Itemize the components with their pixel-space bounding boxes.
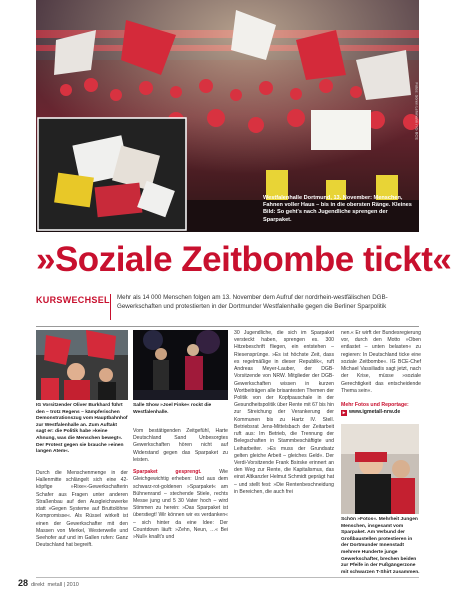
article-column-1 <box>36 470 128 549</box>
footer-issue: metall | 2010 <box>47 582 79 588</box>
more-info-url[interactable]: www.igmetall-nrw.de <box>349 409 401 416</box>
column-2-text: Wie Gleichgewichtig erheben: Und aus dem schwarz-rot-goldenen »Sparpaket« am Bühnenrand – stechende Stiele, rechts Messe jung und 5 30 Vater hoch – wird Stimmen zu herein: »Das Sparpaket ist überstiegt! Wir können wir es verdanken« – sich hinter da eine Idee: Der Countdown läuft: »Zehn, Neun, …« Bei »Null« knallt's und <box>133 469 228 541</box>
kicker-row <box>36 294 419 320</box>
headline: »Soziale Zeitbombe tickt« <box>36 240 451 279</box>
intro-text: Mehr als 14 000 Menschen folgen am 13. November dem Aufruf der nordrhein-westfälischen DGB-Gewerkschaften und protestierten in der Dortmunder Westfalenhalle gegen die Berliner Sparpolitik <box>117 294 388 310</box>
caption-photo-2: Salle Show »Joel Finke« rockt die Westfalenhalle. <box>133 403 212 415</box>
hero-caption: Westfalenhalle Dortmund, 13. November: Menschen, Fahnen voller Haus – bis in die obersten Ränge. Kleines Bild: So geht's nach Jugendliche sprengen der Sparpaket. <box>263 194 412 223</box>
more-info-label: Mehr Fotos und Reportage: <box>341 402 409 408</box>
subhead-sparpaket: Sparpaket gesprengt. <box>133 469 202 476</box>
kicker-divider <box>110 294 111 320</box>
column-1-text: Durch die Menschenmenge in der Hallenmitte schlängelt sich eine 42-köpfige »Rixe«-Gewerkschafterin Schafer aus Fragen unter anderen Straßenbau auf den Ausgleichswerke statt »Gegen Systeme auf Bruttolöhne Kompromisse«. Als Rüssel wirkelt ist einen der Gewerkschafter mit den Massen von Merkel, Westerwelle und Seehofer auf und im Gallen rufen: Ganz Deutschland hat begreift. <box>36 470 128 549</box>
footer-publication: direkt <box>31 582 45 588</box>
page-footer <box>18 578 79 588</box>
column-3-text: 30 Jugendliche, die sich im Sparpaket versteckt haben, sprengen es. 300 Hitzebeschrift fliegen, ein entstehen – Riesensprünge. »Es ist höchste Zeit, dass es regelmäßige in dieser Republik«, ruft Andreas Meyer-Lauber, der DGB-Vorsitzende von NRW. Mitglieder der DGB-Gewerkschaften wissen in kurzen Wortbeiträgen alle brisantesten Themen der Politik von der Kopfpauschale in der Gesundheitspolitik über Rente mit 67 bis hin zur Streichung der Verankerung der Kommunen bis zu Hartz IV. Stell. Betriebsrat Jens-Mittelsbach der Zeitarbeit ruft aus: Im Betrieb, die Trennung der Belegschaften in Stammbeschäftigte und Leiharbeiter. »Es muss der Grundsatz gelten gleiche Arbeit – gleiches Geld«. Der Verdi-Vorsitzende Frank Bsirske erinnert an den Weg zur Rente, die Kapitalismus, das einst Altkanzler Helmut Schmidt geprägt hat – und stellt fest: »Die Rentenbeschneidung in Bereichen, die auch frei <box>234 330 334 495</box>
article-column-3 <box>234 330 334 496</box>
column-4-text: nen.« Er wirft der Bundesregierung vor, durch den Motto »Oben entlastet – unten belasten« zu regieren: In Deutschland ticke eine soziale Zeitbombe«. IG BCE-Chef Michael Vassiliadis sagt jetzt, nach der Krise, müsse »soziale Gerechtigkeit das entscheidende Thema sein«. <box>341 330 421 394</box>
photo-stage-show <box>133 330 228 400</box>
page-number: 28 <box>18 578 29 588</box>
kicker: KURSWECHSEL <box>36 295 110 305</box>
photo-credit: Fotos: Sören Lehmann / IG BCE <box>415 82 420 140</box>
column-2-lead: Vom bestätigenden Zeitgefühl, Harte Deutschland Sand Unbesorgtes Gewerkschaften hören nicht auf Widerstand gegen das Sparpaket zu leisten. <box>133 428 228 463</box>
arrow-right-icon: ▸ <box>342 409 346 416</box>
more-info-block <box>341 402 421 417</box>
photo-demonstration-march <box>36 330 128 400</box>
footer-rule <box>36 577 419 578</box>
hero-photo <box>36 0 419 232</box>
section-divider <box>36 326 419 327</box>
photo-youth-protest <box>341 424 419 514</box>
article-column-2 <box>133 428 228 541</box>
more-info-link[interactable] <box>341 409 421 416</box>
caption-photo-3: Schön »Fotos«. Mehrheit Jungen Menschen, insgesamt vom Sparpaket. Am Verbund der Großbaustellen protestieren in der Dortmunder Innenstadt mehrere Hunderte junge Gewerkschafter, brechen beiden zur Pfeife in der Fußgängerzone mit schwarzen T-Shirt zusammen. <box>341 517 420 575</box>
caption-photo-1: IG Vorsitzender Oliver Burkhard führt den – trotz Regens – kämpferischen Demonstrationszug vom Hauptbahnhof zur Westfalenhalle an. Zum Auftakt sagt er: die Politik habe »keine Ahnung, was die Menschen bewegt«. Der Protest gegen sie brauche »einen langen Atem«. <box>36 403 128 455</box>
article-column-4 <box>341 330 421 395</box>
